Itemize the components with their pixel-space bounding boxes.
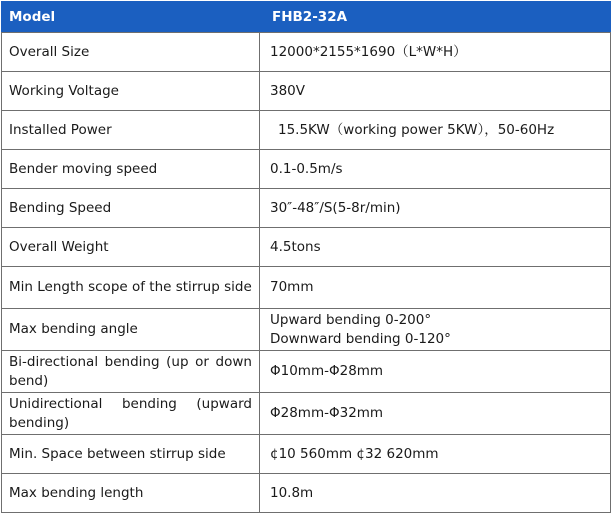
table-row — [2, 309, 611, 351]
table-row — [2, 189, 611, 228]
row-value: Φ28mm-Φ32mm — [260, 393, 611, 435]
table-row — [2, 351, 611, 393]
row-key: Unidirectional bending (upward bending) — [2, 393, 260, 435]
value-line-upward: Upward bending 0-200° — [270, 311, 432, 328]
row-value: 0.1-0.5m/s — [260, 150, 611, 189]
header-model-value: FHB2-32A — [260, 2, 611, 33]
row-key: Bending Speed — [2, 189, 260, 228]
row-value: ¢10 560mm ¢32 620mm — [260, 435, 611, 474]
table-row — [2, 111, 611, 150]
table-row — [2, 33, 611, 72]
table-row — [2, 228, 611, 267]
table-row — [2, 150, 611, 189]
row-value: 30″-48″/S(5-8r/min) — [260, 189, 611, 228]
row-value: 10.8m — [260, 474, 611, 513]
table-row — [2, 435, 611, 474]
row-value: 15.5KW（working power 5KW），50-60Hz — [260, 111, 611, 150]
row-value: 4.5tons — [260, 228, 611, 267]
row-key: Max bending angle — [2, 309, 260, 351]
table-row — [2, 267, 611, 309]
table-header-row — [2, 2, 611, 33]
row-key: Working Voltage — [2, 72, 260, 111]
table-row — [2, 72, 611, 111]
row-key: Max bending length — [2, 474, 260, 513]
table-row — [2, 474, 611, 513]
row-key: Installed Power — [2, 111, 260, 150]
value-line-downward: Downward bending 0-120° — [270, 330, 451, 347]
row-key: Bender moving speed — [2, 150, 260, 189]
row-value: 380V — [260, 72, 611, 111]
header-model-label: Model — [2, 2, 260, 33]
row-value: 70mm — [260, 267, 611, 309]
row-value: 12000*2155*1690（L*W*H） — [260, 33, 611, 72]
row-value: Φ10mm-Φ28mm — [260, 351, 611, 393]
table-row — [2, 393, 611, 435]
row-value-multiline — [260, 309, 611, 351]
row-key: Min. Space between stirrup side — [2, 435, 260, 474]
row-key: Bi-directional bending (up or down bend) — [2, 351, 260, 393]
row-key: Min Length scope of the stirrup side — [2, 267, 260, 309]
row-key: Overall Size — [2, 33, 260, 72]
spec-table — [1, 1, 611, 513]
row-key: Overall Weight — [2, 228, 260, 267]
